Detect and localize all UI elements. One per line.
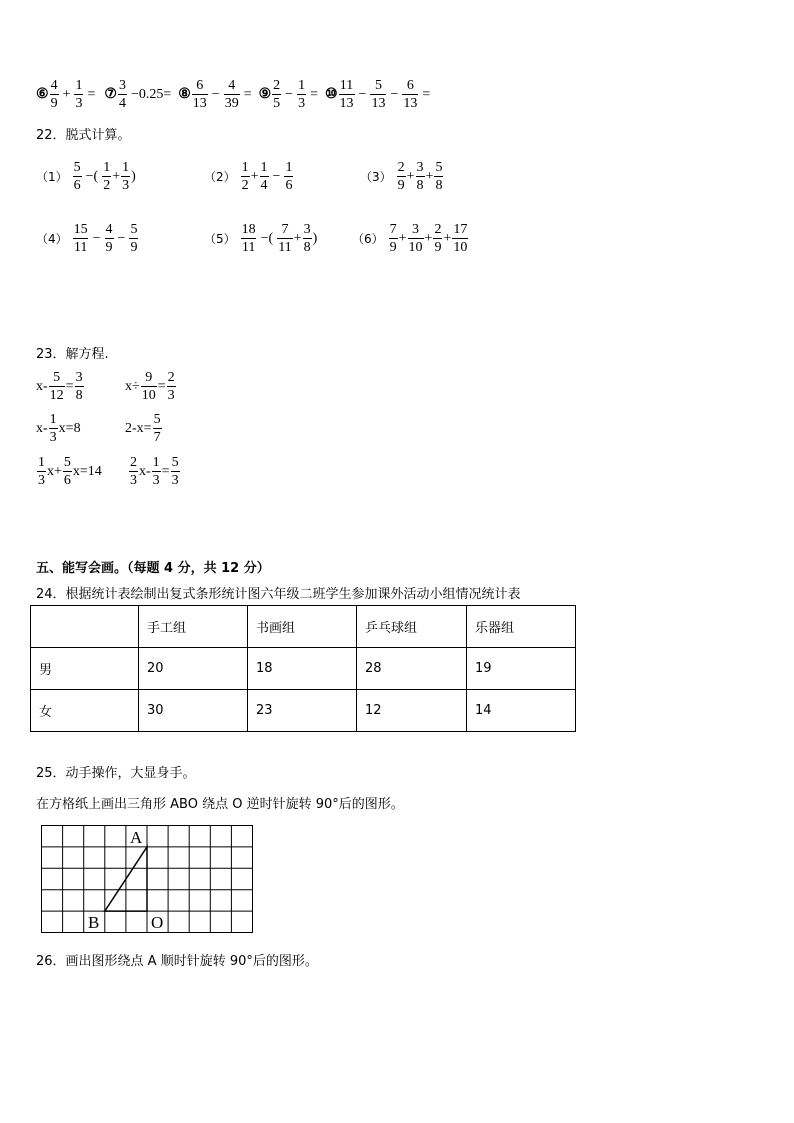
item-marker-7: ⑦ xyxy=(104,87,117,102)
question-26-title: 26．画出图形绕点 A 顺时针旋转 90°后的图形。 xyxy=(36,954,318,969)
table-cell: 18 xyxy=(248,648,357,690)
fraction: $\frac{11}{13}$ xyxy=(339,78,354,111)
q23-equation-3: x- $\frac{1}{3}$ x=8 xyxy=(36,412,81,445)
exercise-line-6-10: ⑥ $\frac{4}{9}$ + $\frac{1}{3}$ = ⑦ $\frac{3}{4}$ −0.25= ⑧ $\frac{6}{13}$ − $\frac{4}{39}$ = ⑨ $\frac{2}{5}$ − $\frac{1}{3}$ = ⑩ $\frac{11}{13}$ − $\frac{5}{13}$ − $\frac{6}{13}$ = xyxy=(36,78,431,111)
q22-expression-4: （4） $\frac{15}{11}$ − $\frac{4}{9}$ − $\frac{5}{9}$ xyxy=(36,222,138,255)
fraction: $\frac{6}{13}$ xyxy=(403,78,418,111)
table-header-cell: 乐器组 xyxy=(467,606,576,648)
table-header-cell xyxy=(31,606,139,648)
question-25-instruction: 在方格纸上画出三角形 ABO 绕点 O 逆时针旋转 90°后的图形。 xyxy=(36,797,404,812)
q23-equation-1: x- $\frac{5}{12}$ = $\frac{3}{8}$ xyxy=(36,370,83,403)
fraction: $\frac{2}{5}$ xyxy=(273,78,281,111)
table-header-row xyxy=(31,606,576,648)
q23-equation-5: $\frac{1}{3}$ x+ $\frac{5}{6}$ x=14 xyxy=(38,455,102,488)
question-22-title: 22．脱式计算。 xyxy=(36,128,131,143)
table-cell: 30 xyxy=(139,690,248,732)
table-header-cell: 书画组 xyxy=(248,606,357,648)
q23-equation-4: 2-x= $\frac{5}{7}$ xyxy=(125,412,161,445)
table-cell: 12 xyxy=(357,690,467,732)
table-cell: 女 xyxy=(31,690,139,732)
point-label-b: B xyxy=(88,913,100,932)
table-row xyxy=(31,690,576,732)
table-cell: 23 xyxy=(248,690,357,732)
question-24-title: 24．根据统计表绘制出复式条形统计图六年级二班学生参加课外活动小组情况统计表 xyxy=(36,587,521,602)
fraction: $\frac{1}{3}$ xyxy=(298,78,306,111)
table-cell: 男 xyxy=(31,648,139,690)
q22-expression-3: （3） $\frac{2}{9}$ + $\frac{3}{8}$ + $\frac{5}{8}$ xyxy=(360,160,443,193)
item-marker-9: ⑨ xyxy=(258,87,272,102)
fraction: $\frac{5}{13}$ xyxy=(371,78,386,111)
table-cell: 28 xyxy=(357,648,467,690)
point-label-o: O xyxy=(151,913,164,932)
fraction: $\frac{6}{13}$ xyxy=(192,78,207,111)
table-cell: 19 xyxy=(467,648,576,690)
item-marker-6: ⑥ xyxy=(36,87,49,102)
item-marker-8: ⑧ xyxy=(178,87,191,102)
table-row xyxy=(31,648,576,690)
question-23-title: 23．解方程. xyxy=(36,347,109,362)
table-cell: 20 xyxy=(139,648,248,690)
q22-expression-2: （2） $\frac{1}{2}$ + $\frac{1}{4}$ − $\frac{1}{6}$ xyxy=(204,160,293,193)
fraction: $\frac{4}{9}$ xyxy=(50,78,58,111)
q23-equation-2: x÷ $\frac{9}{10}$ = $\frac{2}{3}$ xyxy=(125,370,175,403)
q22-expression-5: （5） $\frac{18}{11}$ −( $\frac{7}{11}$ + $\frac{3}{8}$ ) xyxy=(204,222,318,255)
q22-expression-6: （6） $\frac{7}{9}$ + $\frac{3}{10}$ + $\frac{2}{9}$ + $\frac{17}{10}$ xyxy=(352,222,468,255)
fraction: $\frac{4}{39}$ xyxy=(224,78,239,111)
q23-equation-6: $\frac{2}{3}$ x- $\frac{1}{3}$ = $\frac{5}{3}$ xyxy=(130,455,179,488)
question-25-title: 25．动手操作，大显身手。 xyxy=(36,766,196,781)
table-cell: 14 xyxy=(467,690,576,732)
table-header-cell: 乒乓球组 xyxy=(357,606,467,648)
activity-statistics-table xyxy=(30,605,576,732)
section-5-heading: 五、能写会画。（每题 4 分，共 12 分） xyxy=(36,561,270,576)
fraction: $\frac{3}{4}$ xyxy=(118,78,126,111)
item-marker-10: ⑩ xyxy=(324,87,338,102)
point-label-a: A xyxy=(130,828,143,847)
grid-paper-diagram xyxy=(40,824,256,936)
fraction: $\frac{1}{3}$ xyxy=(75,78,83,111)
q22-expression-1: （1） $\frac{5}{6}$ −( $\frac{1}{2}$ + $\frac{1}{3}$ ) xyxy=(36,160,136,193)
table-header-cell: 手工组 xyxy=(139,606,248,648)
